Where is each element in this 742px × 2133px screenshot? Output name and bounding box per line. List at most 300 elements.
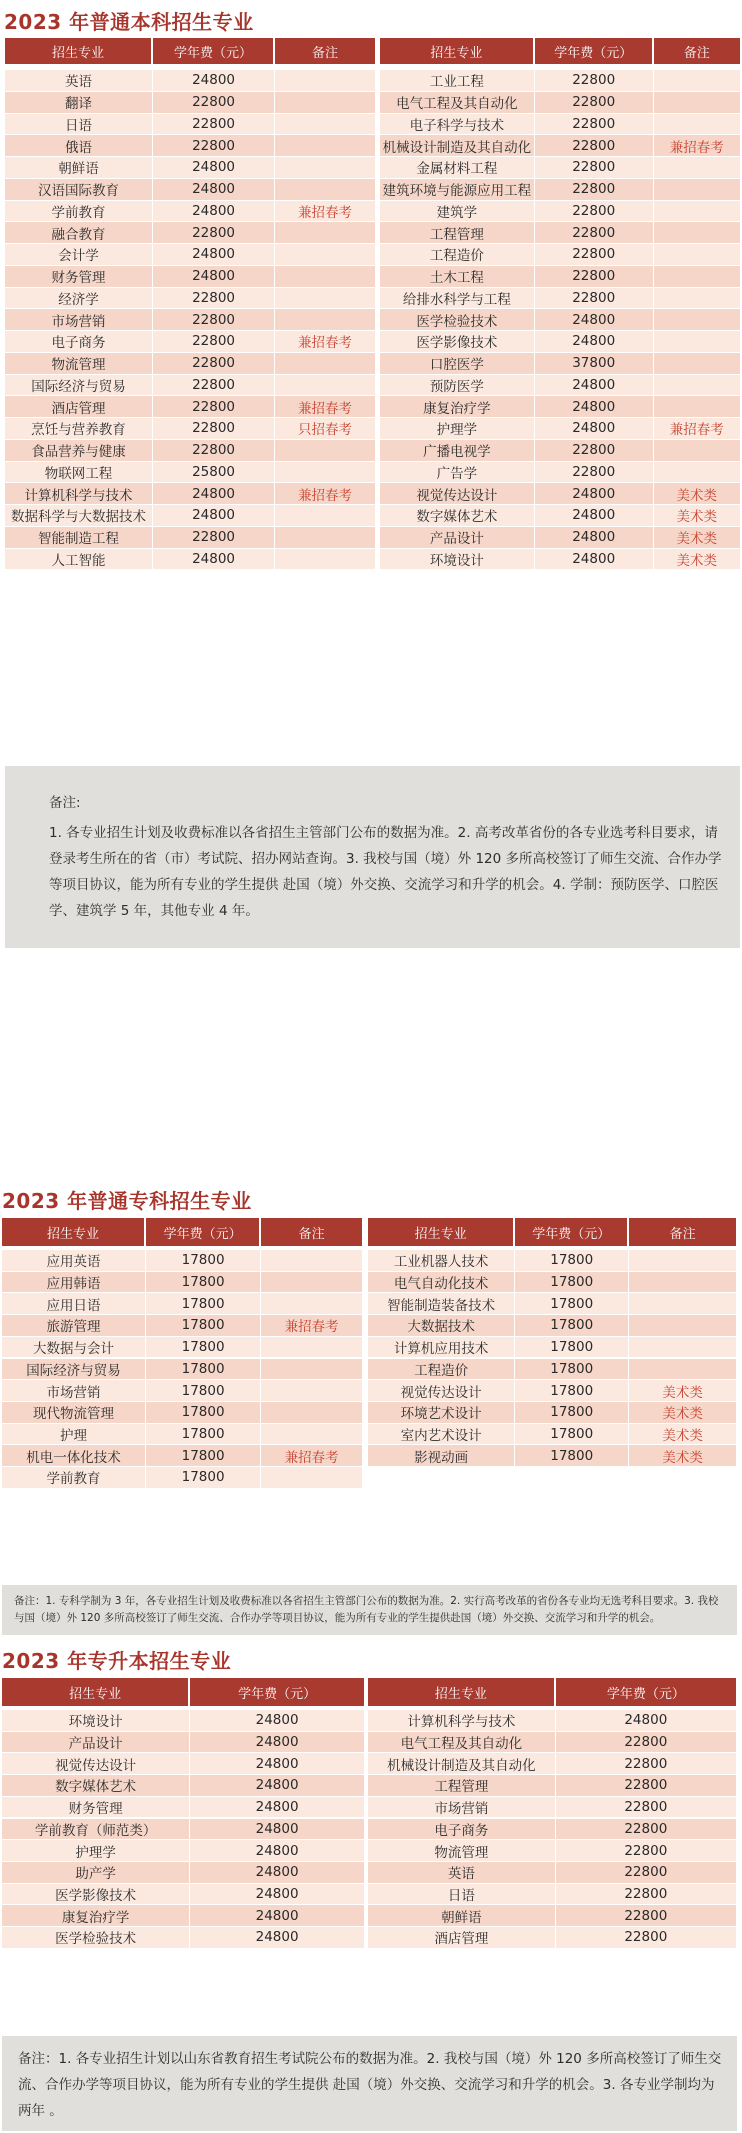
major-cell: 护理学: [380, 418, 535, 439]
table-row: [380, 244, 740, 265]
table-row: [368, 1840, 736, 1861]
table-row: [368, 1710, 736, 1731]
major-cell: 酒店管理: [5, 396, 153, 417]
note-cell: 美术类: [676, 531, 718, 548]
table-row: [5, 244, 375, 265]
note-cell: [275, 549, 375, 570]
header-cell: 招生专业: [5, 38, 153, 64]
major-cell: 视觉传达设计: [380, 483, 535, 504]
fee-cell: 22800: [535, 135, 654, 156]
fee-cell: 22800: [535, 179, 654, 200]
table-row: [5, 92, 375, 113]
note-cell: [261, 1337, 362, 1358]
header-cell: 备注: [683, 45, 710, 61]
table-row: [5, 201, 375, 222]
fee-cell: 24800: [624, 1712, 668, 1729]
note-cell: 兼招春考: [669, 139, 724, 156]
note-cell: [275, 375, 375, 396]
note-cell: 兼招春考: [298, 335, 353, 352]
note-cell: [654, 288, 740, 309]
upgrade-table-left: [2, 1678, 364, 2033]
major-cell: 护理: [2, 1424, 146, 1445]
table-row: [2, 1775, 364, 1796]
major-cell: 食品营养与健康: [5, 440, 153, 461]
fee-cell: 24800: [535, 309, 654, 330]
fee-cell: 17800: [515, 1380, 629, 1401]
upgrade-note-text: 备注：1. 各专业招生计划以山东省教育招生考试院公布的数据为准。2. 我校与国（境）外 120 多所高校签订了师生交流、合作办学等项目协议，能为所有专业的学生提供 赴国（境）外交换、交流学习和升学的机会。3. 各专业学制均为两年 。: [18, 2051, 722, 2119]
table-row: [2, 1315, 362, 1336]
major-cell: 工程管理: [380, 222, 535, 243]
fee-cell: 17800: [146, 1467, 261, 1488]
major-cell: 工程造价: [368, 1359, 515, 1380]
major-cell: 应用韩语: [2, 1272, 146, 1293]
junior-title: 2023 年普通专科招生专业: [2, 1189, 252, 1213]
note-cell: [654, 70, 740, 91]
table-header: [368, 1218, 736, 1246]
table-row: [5, 418, 375, 439]
major-cell: 数字媒体艺术: [2, 1775, 190, 1796]
table-row: [380, 288, 740, 309]
note-cell: [654, 331, 740, 352]
note-cell: [654, 222, 740, 243]
table-row: [5, 440, 375, 461]
note-cell: 美术类: [676, 552, 718, 569]
major-cell: 旅游管理: [2, 1315, 146, 1336]
major-cell: 学前教育（师范类）: [2, 1819, 190, 1840]
header-cell: 学年费（元）: [515, 1218, 629, 1246]
major-cell: 大数据与会计: [2, 1337, 146, 1358]
table-row: [2, 1862, 364, 1883]
major-cell: 给排水科学与工程: [380, 288, 535, 309]
note-cell: [654, 462, 740, 483]
fee-cell: 17800: [146, 1445, 261, 1466]
table-row: [368, 1380, 736, 1401]
fee-cell: 24800: [255, 1864, 299, 1881]
fee-cell: 17800: [515, 1445, 629, 1466]
fee-cell: 22800: [153, 309, 275, 330]
table-header: [5, 38, 375, 64]
major-cell: 口腔医学: [380, 353, 535, 374]
note-cell: [275, 505, 375, 526]
table-row: [2, 1250, 362, 1271]
note-cell: [275, 309, 375, 330]
fee-cell: 22800: [624, 1777, 668, 1794]
major-cell: 电子商务: [368, 1819, 556, 1840]
table-row: [368, 1337, 736, 1358]
major-cell: 工程管理: [368, 1775, 556, 1796]
major-cell: 金属材料工程: [380, 157, 535, 178]
table-row: [5, 331, 375, 352]
fee-cell: 17800: [146, 1402, 261, 1423]
fee-cell: 24800: [153, 266, 275, 287]
fee-cell: 22800: [624, 1755, 668, 1772]
fee-cell: 22800: [535, 70, 654, 91]
major-cell: 电气自动化技术: [368, 1272, 515, 1293]
note-cell: [654, 114, 740, 135]
junior-note: [2, 1585, 737, 1635]
fee-cell: 24800: [153, 549, 275, 570]
major-cell: 市场营销: [5, 309, 153, 330]
fee-cell: 17800: [515, 1293, 629, 1314]
table-row: [368, 1775, 736, 1796]
major-cell: 俄语: [5, 135, 153, 156]
table-row: [368, 1293, 736, 1314]
table-row: [5, 266, 375, 287]
table-row: [2, 1797, 364, 1818]
fee-cell: 24800: [535, 331, 654, 352]
bachelor-note-title: 备注:: [49, 795, 81, 811]
major-cell: 应用英语: [2, 1250, 146, 1271]
header-cell: 备注: [312, 45, 339, 61]
fee-cell: 24800: [535, 375, 654, 396]
fee-cell: 22800: [153, 353, 275, 374]
fee-cell: 22800: [624, 1864, 668, 1881]
note-cell: [275, 222, 375, 243]
note-cell: 兼招春考: [298, 400, 353, 417]
fee-cell: 22800: [153, 375, 275, 396]
table-row: [380, 418, 740, 439]
table-row: [2, 1753, 364, 1774]
major-cell: 医学检验技术: [2, 1927, 190, 1948]
major-cell: 建筑环境与能源应用工程: [380, 179, 535, 200]
note-cell: [261, 1380, 362, 1401]
major-cell: 护理学: [2, 1840, 190, 1861]
table-row: [5, 353, 375, 374]
note-cell: [629, 1337, 736, 1358]
major-cell: 英语: [368, 1862, 556, 1883]
fee-cell: 17800: [146, 1359, 261, 1380]
major-cell: 室内艺术设计: [368, 1424, 515, 1445]
header-cell: 学年费（元）: [238, 1686, 317, 1702]
table-row: [2, 1272, 362, 1293]
major-cell: 工业工程: [380, 70, 535, 91]
table-row: [380, 114, 740, 135]
major-cell: 机电一体化技术: [2, 1445, 146, 1466]
fee-cell: 17800: [146, 1380, 261, 1401]
fee-cell: 25800: [153, 462, 275, 483]
header-cell: 招生专业: [2, 1678, 190, 1706]
table-row: [380, 222, 740, 243]
fee-cell: 17800: [515, 1250, 629, 1271]
note-cell: [275, 266, 375, 287]
note-cell: [275, 244, 375, 265]
note-cell: 美术类: [662, 1406, 703, 1423]
fee-cell: 24800: [255, 1734, 299, 1751]
junior-table-left: [2, 1218, 362, 1578]
note-cell: [275, 157, 375, 178]
fee-cell: 24800: [153, 70, 275, 91]
major-cell: 预防医学: [380, 375, 535, 396]
major-cell: 电子科学与技术: [380, 114, 535, 135]
major-cell: 医学影像技术: [2, 1884, 190, 1905]
table-row: [5, 157, 375, 178]
upgrade-table-right: [368, 1678, 736, 2033]
major-cell: 人工智能: [5, 549, 153, 570]
note-cell: [654, 157, 740, 178]
table-row: [368, 1250, 736, 1271]
note-cell: 美术类: [662, 1449, 703, 1466]
fee-cell: 22800: [535, 440, 654, 461]
fee-cell: 17800: [515, 1402, 629, 1423]
table-row: [380, 440, 740, 461]
major-cell: 经济学: [5, 288, 153, 309]
table-row: [368, 1732, 736, 1753]
fee-cell: 22800: [153, 331, 275, 352]
note-cell: [275, 92, 375, 113]
table-row: [368, 1884, 736, 1905]
header-cell: 学年费（元）: [606, 1686, 685, 1702]
table-row: [368, 1445, 736, 1466]
fee-cell: 22800: [535, 244, 654, 265]
table-row: [380, 527, 740, 548]
fee-cell: 24800: [255, 1929, 299, 1946]
fee-cell: 24800: [255, 1885, 299, 1902]
note-cell: 兼招春考: [298, 204, 353, 221]
fee-cell: 22800: [153, 135, 275, 156]
header-cell: 招生专业: [380, 38, 535, 64]
major-cell: 工业机器人技术: [368, 1250, 515, 1271]
major-cell: 财务管理: [2, 1797, 190, 1818]
note-cell: [275, 353, 375, 374]
table-row: [380, 201, 740, 222]
major-cell: 烹饪与营养教育: [5, 418, 153, 439]
fee-cell: 22800: [153, 288, 275, 309]
fee-cell: 24800: [153, 179, 275, 200]
fee-cell: 24800: [535, 527, 654, 548]
note-cell: [261, 1424, 362, 1445]
table-row: [5, 309, 375, 330]
note-cell: [261, 1250, 362, 1271]
note-cell: 只招春考: [298, 422, 353, 439]
note-cell: [261, 1272, 362, 1293]
table-row: [5, 527, 375, 548]
major-cell: 康复治疗学: [380, 396, 535, 417]
note-cell: [275, 462, 375, 483]
table-row: [368, 1315, 736, 1336]
table-row: [368, 1862, 736, 1883]
note-cell: [275, 135, 375, 156]
table-row: [5, 549, 375, 570]
fee-cell: 22800: [624, 1799, 668, 1816]
note-cell: 兼招春考: [298, 487, 353, 504]
table-row: [368, 1819, 736, 1840]
major-cell: 朝鲜语: [368, 1905, 556, 1926]
note-cell: [629, 1359, 736, 1380]
fee-cell: 22800: [624, 1842, 668, 1859]
note-cell: [275, 527, 375, 548]
table-row: [380, 135, 740, 156]
note-cell: [261, 1402, 362, 1423]
header-cell: 学年费（元）: [153, 38, 275, 64]
major-cell: 建筑学: [380, 201, 535, 222]
fee-cell: 17800: [146, 1272, 261, 1293]
bachelor-note-text: 1. 各专业招生计划及收费标准以各省招生主管部门公布的数据为准。2. 高考改革省份的各专业选考科目要求，请登录考生所在的省（市）考试院、招办网站查询。3. 我校与国（境）外 120 多所高校签订了师生交流、合作办学等项目协议，能为所有专业的学生提供 赴国（境）外交换、交流学习和升学的机会。4. 学制：预防医学、口腔医学、建筑学 5 年，其他专业 4 年。: [49, 825, 722, 919]
fee-cell: 22800: [153, 418, 275, 439]
major-cell: 大数据技术: [368, 1315, 515, 1336]
note-cell: [654, 309, 740, 330]
table-row: [5, 396, 375, 417]
table-row: [5, 375, 375, 396]
major-cell: 学前教育: [5, 201, 153, 222]
table-row: [380, 549, 740, 570]
fee-cell: 17800: [146, 1250, 261, 1271]
note-cell: [654, 396, 740, 417]
fee-cell: 22800: [624, 1885, 668, 1902]
note-cell: [275, 70, 375, 91]
table-row: [368, 1359, 736, 1380]
fee-cell: 24800: [153, 244, 275, 265]
note-cell: [654, 440, 740, 461]
major-cell: 数字媒体艺术: [380, 505, 535, 526]
major-cell: 电气工程及其自动化: [368, 1732, 556, 1753]
table-row: [368, 1927, 736, 1948]
table-row: [2, 1840, 364, 1861]
table-row: [5, 288, 375, 309]
fee-cell: 22800: [153, 440, 275, 461]
major-cell: 物流管理: [368, 1840, 556, 1861]
fee-cell: 24800: [255, 1712, 299, 1729]
table-row: [380, 179, 740, 200]
note-cell: [654, 353, 740, 374]
table-row: [2, 1424, 362, 1445]
header-cell: 学年费（元）: [146, 1218, 261, 1246]
fee-cell: 17800: [146, 1315, 261, 1336]
major-cell: 广告学: [380, 462, 535, 483]
table-row: [380, 70, 740, 91]
major-cell: 应用日语: [2, 1293, 146, 1314]
table-row: [5, 179, 375, 200]
fee-cell: 24800: [255, 1777, 299, 1794]
major-cell: 物流管理: [5, 353, 153, 374]
note-cell: [261, 1359, 362, 1380]
note-cell: 兼招春考: [669, 422, 724, 439]
table-row: [380, 353, 740, 374]
table-row: [5, 114, 375, 135]
major-cell: 汉语国际教育: [5, 179, 153, 200]
fee-cell: 24800: [153, 157, 275, 178]
major-cell: 日语: [5, 114, 153, 135]
major-cell: 国际经济与贸易: [5, 375, 153, 396]
major-cell: 会计学: [5, 244, 153, 265]
table-row: [368, 1797, 736, 1818]
bachelor-title: 2023 年普通本科招生专业: [4, 10, 254, 34]
header-cell: 招生专业: [368, 1678, 556, 1706]
fee-cell: 24800: [535, 549, 654, 570]
fee-cell: 24800: [535, 396, 654, 417]
fee-cell: 24800: [535, 483, 654, 504]
note-cell: [654, 244, 740, 265]
table-row: [2, 1905, 364, 1926]
major-cell: 数据科学与大数据技术: [5, 505, 153, 526]
fee-cell: 22800: [624, 1929, 668, 1946]
bachelor-table-right: [380, 38, 740, 758]
fee-cell: 22800: [624, 1907, 668, 1924]
fee-cell: 22800: [624, 1820, 668, 1837]
major-cell: 计算机科学与技术: [5, 483, 153, 504]
fee-cell: 24800: [255, 1799, 299, 1816]
bachelor-table-left: [5, 38, 375, 758]
major-cell: 计算机应用技术: [368, 1337, 515, 1358]
table-row: [368, 1402, 736, 1423]
fee-cell: 17800: [146, 1293, 261, 1314]
note-cell: 美术类: [676, 487, 718, 504]
upgrade-title: 2023 年专升本招生专业: [2, 1649, 232, 1673]
major-cell: 翻译: [5, 92, 153, 113]
major-cell: 酒店管理: [368, 1927, 556, 1948]
fee-cell: 22800: [153, 222, 275, 243]
note-cell: [654, 201, 740, 222]
note-cell: [275, 179, 375, 200]
note-cell: [261, 1293, 362, 1314]
note-cell: [654, 375, 740, 396]
fee-cell: 37800: [535, 353, 654, 374]
major-cell: 机械设计制造及其自动化: [368, 1753, 556, 1774]
major-cell: 土木工程: [380, 266, 535, 287]
note-cell: 兼招春考: [284, 1449, 339, 1466]
table-row: [5, 462, 375, 483]
table-header: [368, 1678, 736, 1706]
note-cell: [654, 266, 740, 287]
table-row: [2, 1884, 364, 1905]
major-cell: 智能制造工程: [5, 527, 153, 548]
note-cell: [629, 1315, 736, 1336]
header-cell: 招生专业: [368, 1218, 515, 1246]
fee-cell: 24800: [255, 1755, 299, 1772]
major-cell: 影视动画: [368, 1445, 515, 1466]
note-cell: [275, 288, 375, 309]
major-cell: 国际经济与贸易: [2, 1359, 146, 1380]
major-cell: 医学影像技术: [380, 331, 535, 352]
fee-cell: 22800: [535, 266, 654, 287]
table-row: [5, 483, 375, 504]
header-cell: 学年费（元）: [535, 38, 654, 64]
table-row: [2, 1710, 364, 1731]
fee-cell: 17800: [146, 1424, 261, 1445]
fee-cell: 22800: [624, 1734, 668, 1751]
major-cell: 物联网工程: [5, 462, 153, 483]
table-header: [2, 1218, 362, 1246]
major-cell: 电子商务: [5, 331, 153, 352]
fee-cell: 17800: [515, 1337, 629, 1358]
major-cell: 朝鲜语: [5, 157, 153, 178]
fee-cell: 24800: [255, 1842, 299, 1859]
table-row: [368, 1272, 736, 1293]
note-cell: [275, 114, 375, 135]
major-cell: 工程造价: [380, 244, 535, 265]
note-cell: 兼招春考: [284, 1319, 339, 1336]
fee-cell: 24800: [255, 1820, 299, 1837]
table-row: [5, 505, 375, 526]
note-cell: [629, 1272, 736, 1293]
major-cell: 融合教育: [5, 222, 153, 243]
note-cell: [654, 92, 740, 113]
junior-table-right: [368, 1218, 736, 1578]
bachelor-note: [5, 766, 740, 948]
fee-cell: 17800: [515, 1315, 629, 1336]
junior-note-text: 备注：1. 专科学制为 3 年，各专业招生计划及收费标准以各省招生主管部门公布的数据为准。2. 实行高考改革的省份各专业均无选考科目要求。3. 我校与国（境）外 120 多所高校签订了师生交流、合作办学等项目协议，能为所有专业的学生提供赴国（境）外交换、交流学习和升学的机会。: [14, 1595, 719, 1624]
fee-cell: 22800: [153, 527, 275, 548]
table-row: [380, 505, 740, 526]
note-cell: [654, 179, 740, 200]
major-cell: 机械设计制造及其自动化: [380, 135, 535, 156]
table-row: [380, 331, 740, 352]
major-cell: 康复治疗学: [2, 1905, 190, 1926]
fee-cell: 22800: [535, 288, 654, 309]
major-cell: 环境艺术设计: [368, 1402, 515, 1423]
fee-cell: 22800: [535, 92, 654, 113]
major-cell: 计算机科学与技术: [368, 1710, 556, 1731]
fee-cell: 17800: [515, 1359, 629, 1380]
